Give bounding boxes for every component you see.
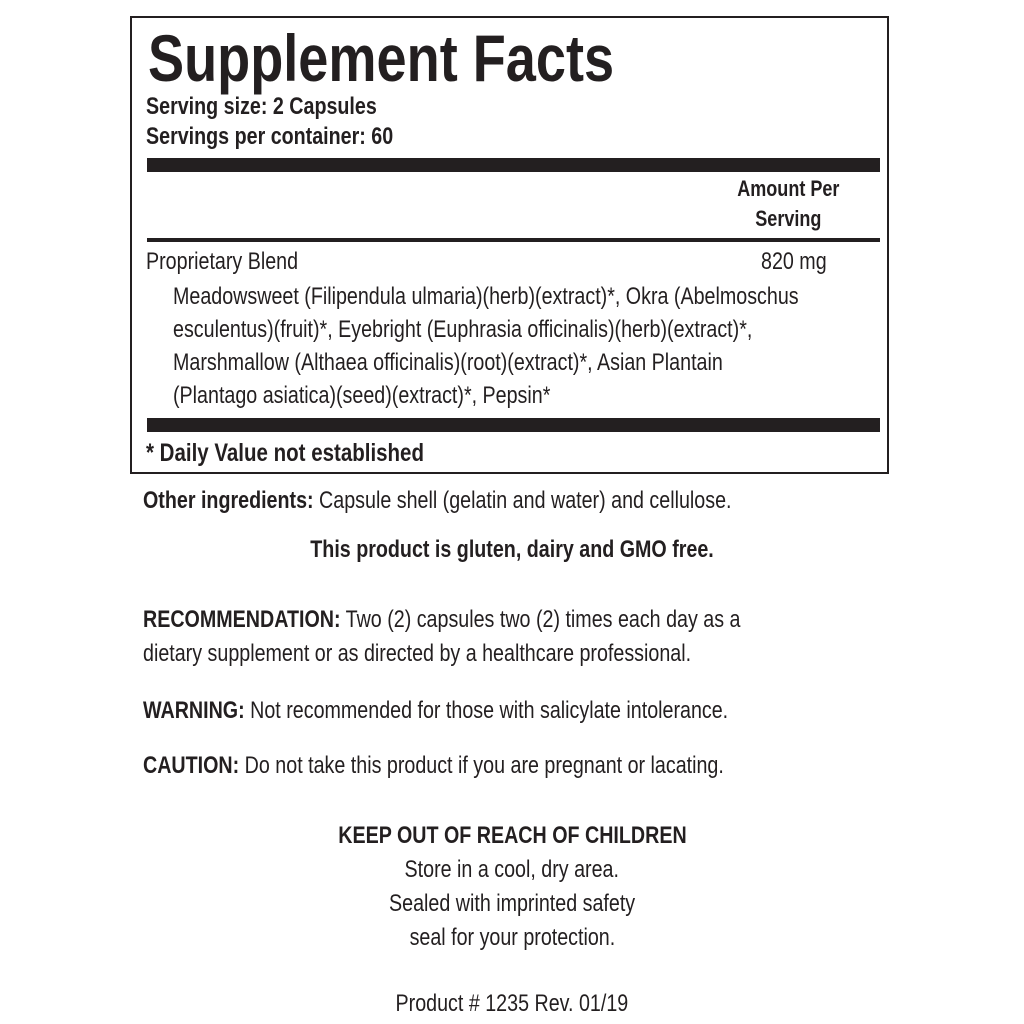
- servings-per-container: [146, 122, 447, 152]
- amount-header-line2: Serving: [754, 206, 822, 231]
- keep-out-of-reach-heading: KEEP OUT OF REACH OF CHILDREN: [337, 822, 687, 849]
- other-ingredients-label: Other ingredients:: [143, 487, 314, 514]
- thick-divider-bottom: [147, 418, 880, 432]
- ingredients-list: [173, 280, 936, 412]
- amount-per-serving-header: [698, 174, 878, 234]
- warning-label: WARNING:: [143, 697, 245, 724]
- product-number: [0, 987, 1024, 1021]
- serving-size: [146, 92, 427, 122]
- ingredients-line: (Plantago asiatica)(seed)(extract)*, Pepsin*: [173, 382, 551, 409]
- recommendation-line1: Two (2) capsules two (2) times each day as a: [340, 606, 741, 633]
- warning: [143, 694, 857, 728]
- caution: [143, 749, 851, 783]
- caution-text: Do not take this product if you are pregnant or lacating.: [239, 752, 724, 779]
- other-ingredients: [143, 484, 861, 518]
- free-statement-text: This product is gluten, dairy and GMO free.: [310, 536, 714, 563]
- panel-title: [148, 22, 716, 94]
- free-statement: [0, 533, 1024, 567]
- warning-text: Not recommended for those with salicylate intolerance.: [244, 697, 729, 724]
- storage-line: Sealed with imprinted safety: [388, 890, 636, 917]
- serving-size-text: Serving size: 2 Capsules: [146, 93, 377, 120]
- product-number-text: Product # 1235 Rev. 01/19: [395, 990, 629, 1017]
- amount-header-line1: Amount Per: [736, 176, 840, 201]
- blend-amount-text: 820 mg: [761, 248, 827, 275]
- panel-title-text: Supplement Facts: [148, 21, 615, 95]
- ingredients-line: Marshmallow (Althaea officinalis)(root)(extract)*, Asian Plantain: [173, 349, 723, 376]
- daily-value-footnote: [146, 438, 485, 468]
- servings-per-container-text: Servings per container: 60: [146, 123, 394, 150]
- medium-divider: [147, 238, 880, 242]
- daily-value-footnote-text: * Daily Value not established: [146, 439, 424, 467]
- blend-name: [146, 247, 331, 277]
- ingredients-line: esculentus)(fruit)*, Eyebright (Euphrasia officinalis)(herb)(extract)*,: [173, 316, 753, 343]
- supplement-facts-panel: [130, 16, 889, 474]
- thick-divider-top: [147, 158, 880, 172]
- caution-label: CAUTION:: [143, 752, 240, 779]
- storage-line: seal for your protection.: [409, 924, 615, 951]
- recommendation-label: RECOMMENDATION:: [143, 606, 341, 633]
- other-ingredients-text: Capsule shell (gelatin and water) and cellulose.: [313, 487, 732, 514]
- storage-section: [0, 819, 1024, 955]
- ingredients-line: Meadowsweet (Filipendula ulmaria)(herb)(extract)*, Okra (Abelmoschus: [173, 283, 799, 310]
- recommendation-line2: dietary supplement or as directed by a healthcare professional.: [143, 640, 692, 667]
- storage-line: Store in a cool, dry area.: [404, 856, 620, 883]
- recommendation: [143, 603, 872, 671]
- blend-amount: [761, 247, 841, 277]
- blend-name-text: Proprietary Blend: [146, 248, 299, 275]
